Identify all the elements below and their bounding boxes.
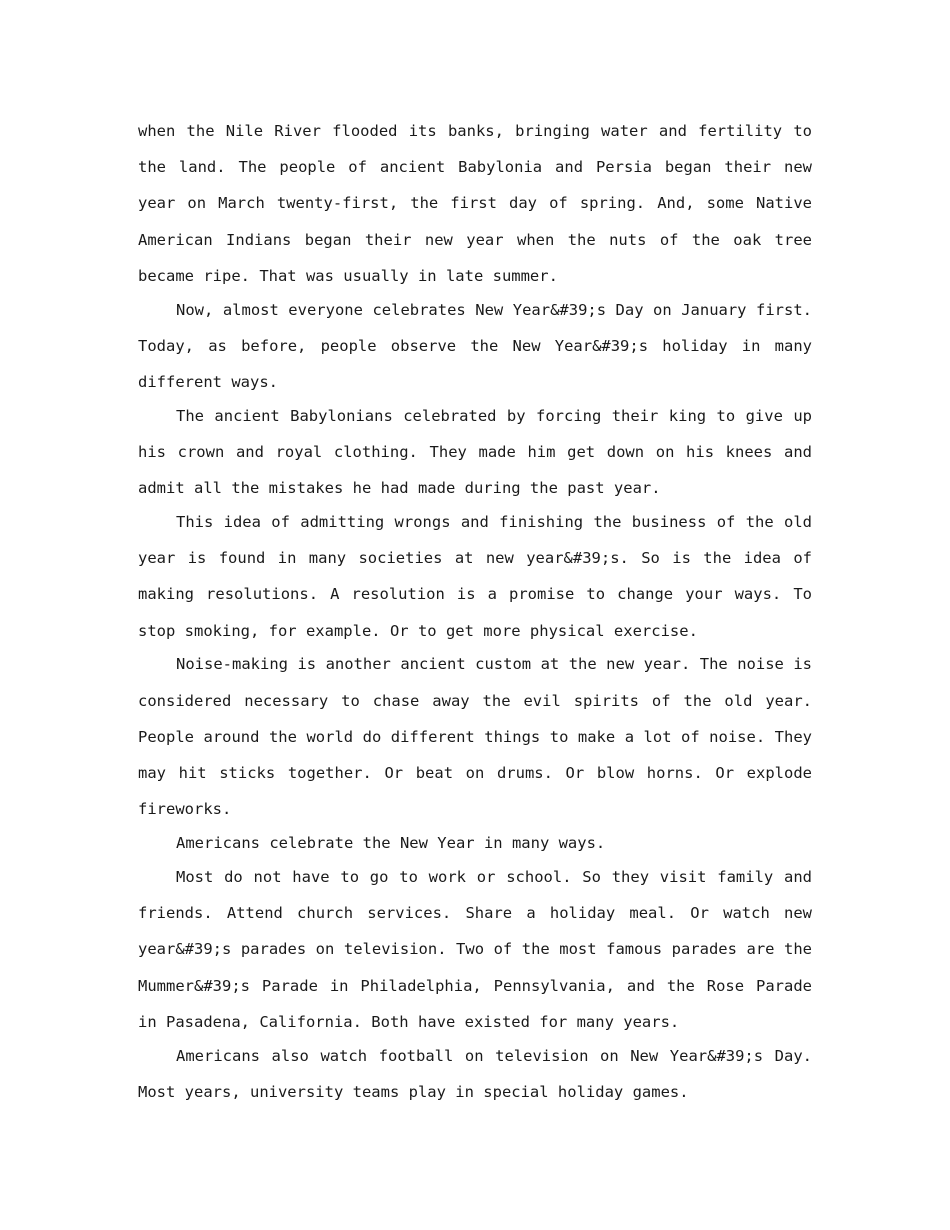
paragraph-babylonian-king: The ancient Babylonians celebrated by forcing their king to give up his crown and royal clothing. They made him get down on his knees and admit all the mistakes he had made during the past year. <box>138 406 812 498</box>
paragraph-january-first: Now, almost everyone celebrates New Year&#39;s Day on January first. Today, as before, people observe the New Year&#39;s holiday in many different ways. <box>138 300 812 392</box>
paragraph-americans-celebrate: Americans celebrate the New Year in many ways. <box>176 834 606 853</box>
paragraph-football: Americans also watch football on television on New Year&#39;s Day. Most years, university teams play in special holiday games. <box>138 1046 812 1101</box>
body-text <box>138 113 812 1108</box>
paragraph-resolutions: This idea of admitting wrongs and finishing the business of the old year is found in many societies at new year&#39;s. So is the idea of making resolutions. A resolution is a promise to change your ways. To stop smoking, for example. Or to get more physical exercise. <box>138 513 812 640</box>
paragraph-parades: Most do not have to go to work or school. So they visit family and friends. Attend church services. Share a holiday meal. Or watch new year&#39;s parades on television. Two of the most famous parades are the Mummer&#39;s Parade in Philadelphia, Pennsylvania, and the Rose Parade in Pasadena, California. Both have existed for many years. <box>138 867 812 1031</box>
paragraph-noise-making: Noise-making is another ancient custom at the new year. The noise is considered necessary to chase away the evil spirits of the old year. People around the world do different things to make a lot of noise. They may hit sticks together. Or beat on drums. Or blow horns. Or explode fireworks. <box>138 655 812 819</box>
paragraph-nile-continuation: when the Nile River flooded its banks, bringing water and fertility to the land. The people of ancient Babylonia and Persia began their new year on March twenty-first, the first day of spring. And, some Native American Indians began their new year when the nuts of the oak tree became ripe. That was usually in late summer. <box>138 122 812 285</box>
